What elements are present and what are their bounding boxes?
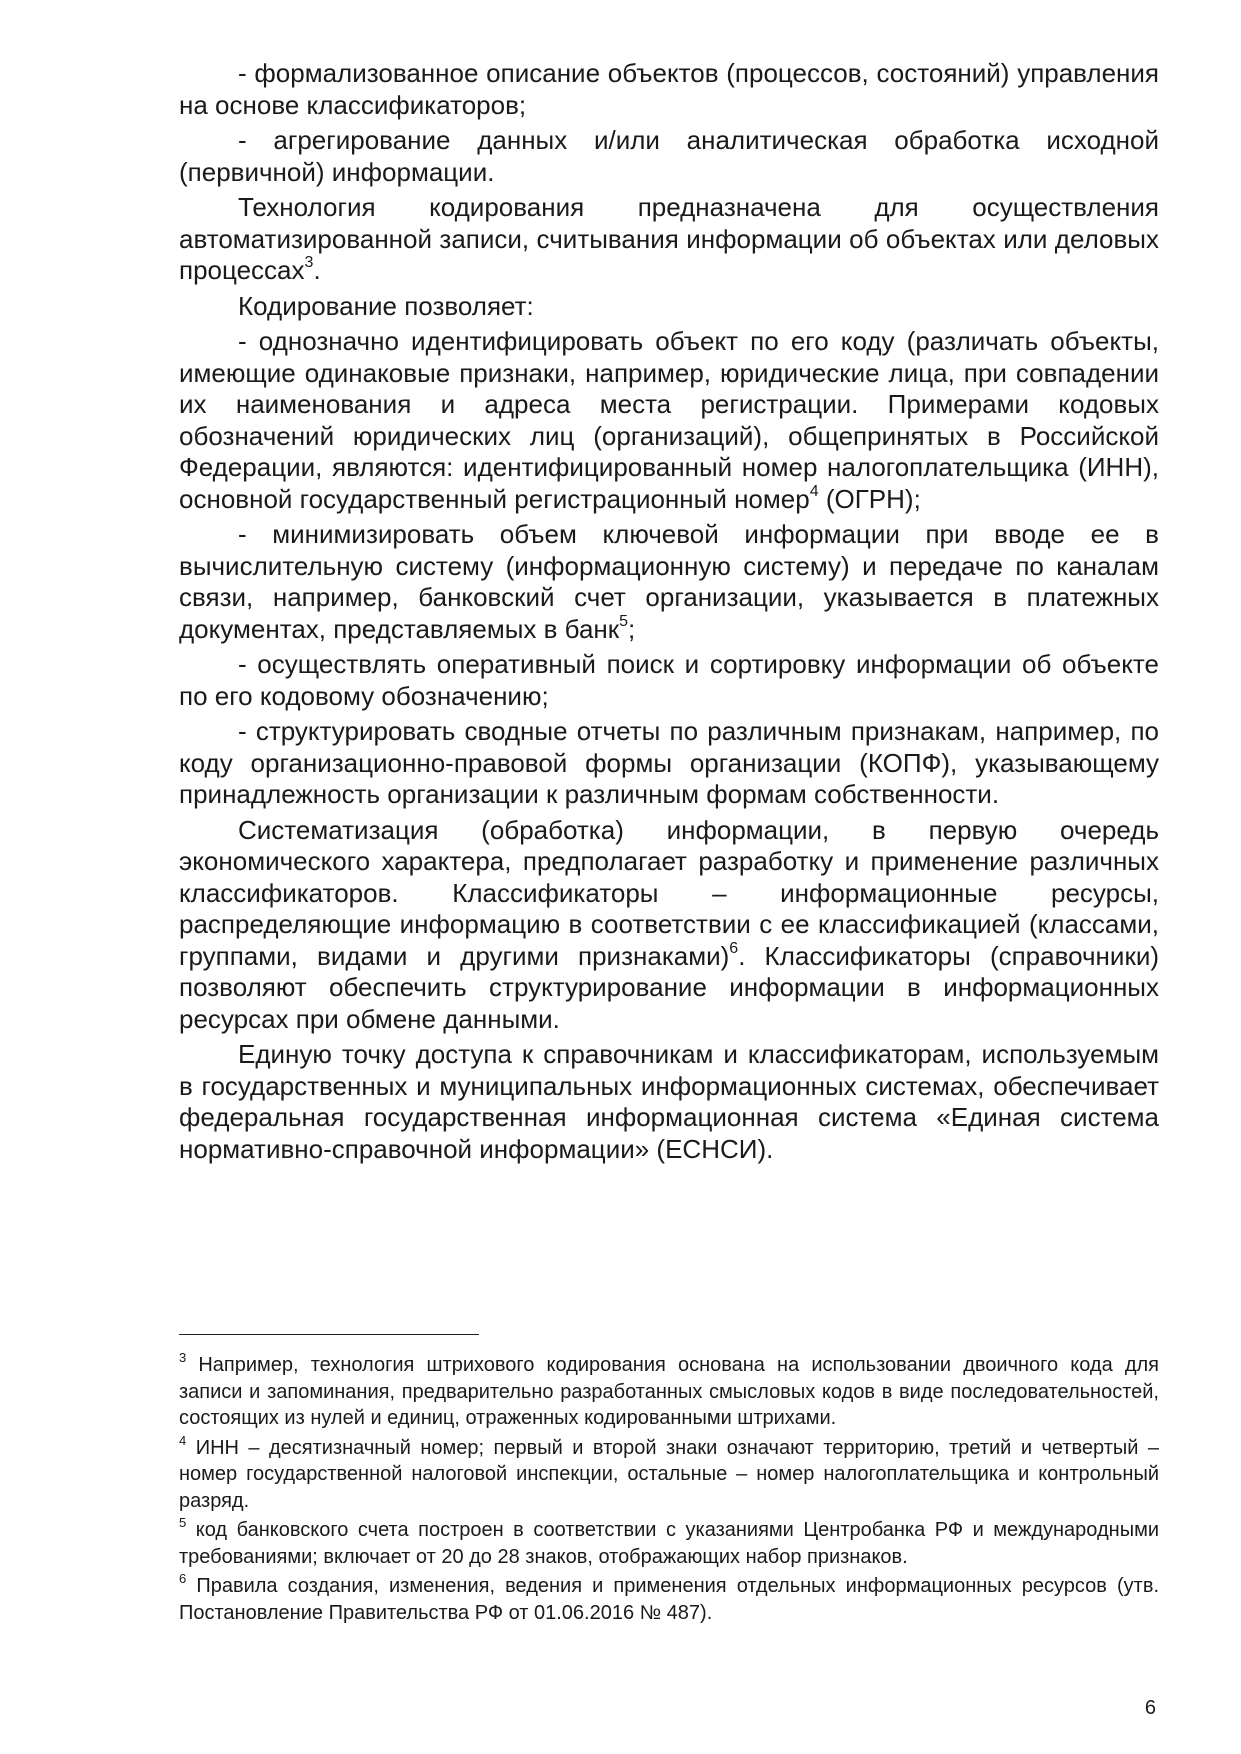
paragraph-list-item-search [179,649,1159,712]
footnote-text: Правила создания, изменения, ведения и применения отдельных информационных ресурсов (утв. Постановление Правительства РФ от 01.06.2016 № 487). [179,1575,1159,1624]
footnote-number: 4 [179,1432,187,1448]
paragraph-esnsi [179,1039,1159,1165]
main-text [179,58,1159,1169]
footnote-ref-4[interactable]: 4 [809,482,819,500]
paragraph-text: - однозначно идентифицировать объект по его коду (различать объекты, имеющие одинаковые признаки, например, юридические лица, при совпадении их наименования и адреса места регистрации. Примерами кодовых обозначений юридических лиц (организаций), общепринятых в Российской Федерации, являются: идентифицированный номер налогоплательщика (ИНН), основной государственный регистрационный номер [179,326,1159,514]
paragraph-text: Технология кодирования предназначена для осуществления автоматизированной записи, считывания информации об объектах или деловых процессах [179,192,1159,285]
paragraph-text: - осуществлять оперативный поиск и сортировку информации об объекте по его кодовому обозначению; [179,649,1159,711]
paragraph-text: - структурировать сводные отчеты по различным признакам, например, по коду организационно-правовой формы организации (КОПФ), указывающему принадлежность организации к различным формам собственности. [179,716,1159,809]
paragraph-text: Единую точку доступа к справочникам и классификаторам, используемым в государственных и муниципальных информационных системах, обеспечивает федеральная государственная информационная система «Единая система нормативно-справочной информации» (ЕСНСИ). [179,1039,1159,1164]
paragraph-list-item-1 [179,58,1159,121]
footnote-number: 3 [179,1350,187,1366]
footnote-ref-3[interactable]: 3 [304,254,314,272]
page-number: 6 [1144,1697,1156,1719]
paragraph-list-item-2 [179,125,1159,188]
paragraph-coding-technology [179,192,1159,287]
paragraph-text: (ОГРН); [818,483,921,514]
footnote-text: Например, технология штрихового кодирования основана на использовании двоичного кода для записи и запоминания, предварительно разработанных смысловых кодов в виде последовательностей, состоящих из нулей и единиц, отраженных кодированными штрихами. [179,1354,1159,1429]
footnote-number: 6 [179,1571,187,1587]
paragraph-list-item-structure [179,716,1159,811]
footnote-ref-5[interactable]: 5 [619,612,629,630]
paragraph-text: . Классификаторы (справочники) позволяют обеспечить структурирование информации в информационных ресурсах при обмене данными. [179,940,1160,1034]
footnote-5 [179,1517,1159,1570]
footnote-3 [179,1352,1159,1432]
paragraph-list-item-minimize [179,519,1159,645]
paragraph-list-item-identify [179,326,1159,515]
paragraph-text: . [313,255,321,285]
paragraph-text: - агрегирование данных и/или аналитическая обработка исходной (первичной) информации. [179,125,1159,187]
footnote-text: ИНН – десятизначный номер; первый и второй знаки означают территорию, третий и четвертый – номер государственной налоговой инспекции, остальные – номер налогоплательщика и контрольный разряд. [179,1436,1159,1512]
paragraph-text: Систематизация (обработка) информации, в первую очередь экономического характера, предполагает разработку и применение различных классификаторов. Классификаторы – информационные ресурсы, распределяющие информацию в соответствии с ее классификацией (классами, группами, видами и другими признаками) [179,814,1159,971]
paragraph-text: - минимизировать объем ключевой информации при вводе ее в вычислительную систему (информационную систему) и передаче по каналам связи, например, банковский счет организации, указывается в платежных документах, представляемых в банк [179,519,1159,644]
paragraph-text: ; [628,613,636,644]
paragraph-text: - формализованное описание объектов (процессов, состояний) управления на основе классификаторов; [179,58,1159,120]
footnote-4 [179,1432,1159,1515]
footnotes [179,1352,1159,1629]
paragraph-text: Кодирование позволяет: [238,290,534,321]
footnote-separator [179,1334,479,1335]
paragraph-coding-allows [179,291,1159,323]
footnote-6 [179,1573,1159,1626]
footnote-ref-6[interactable]: 6 [729,939,739,957]
footnote-number: 5 [179,1515,187,1531]
paragraph-systematization [179,815,1159,1036]
footnote-text: код банковского счета построен в соответствии с указаниями Центробанка РФ и международными требованиями; включает от 20 до 28 знаков, отображающих набор признаков. [179,1519,1159,1568]
